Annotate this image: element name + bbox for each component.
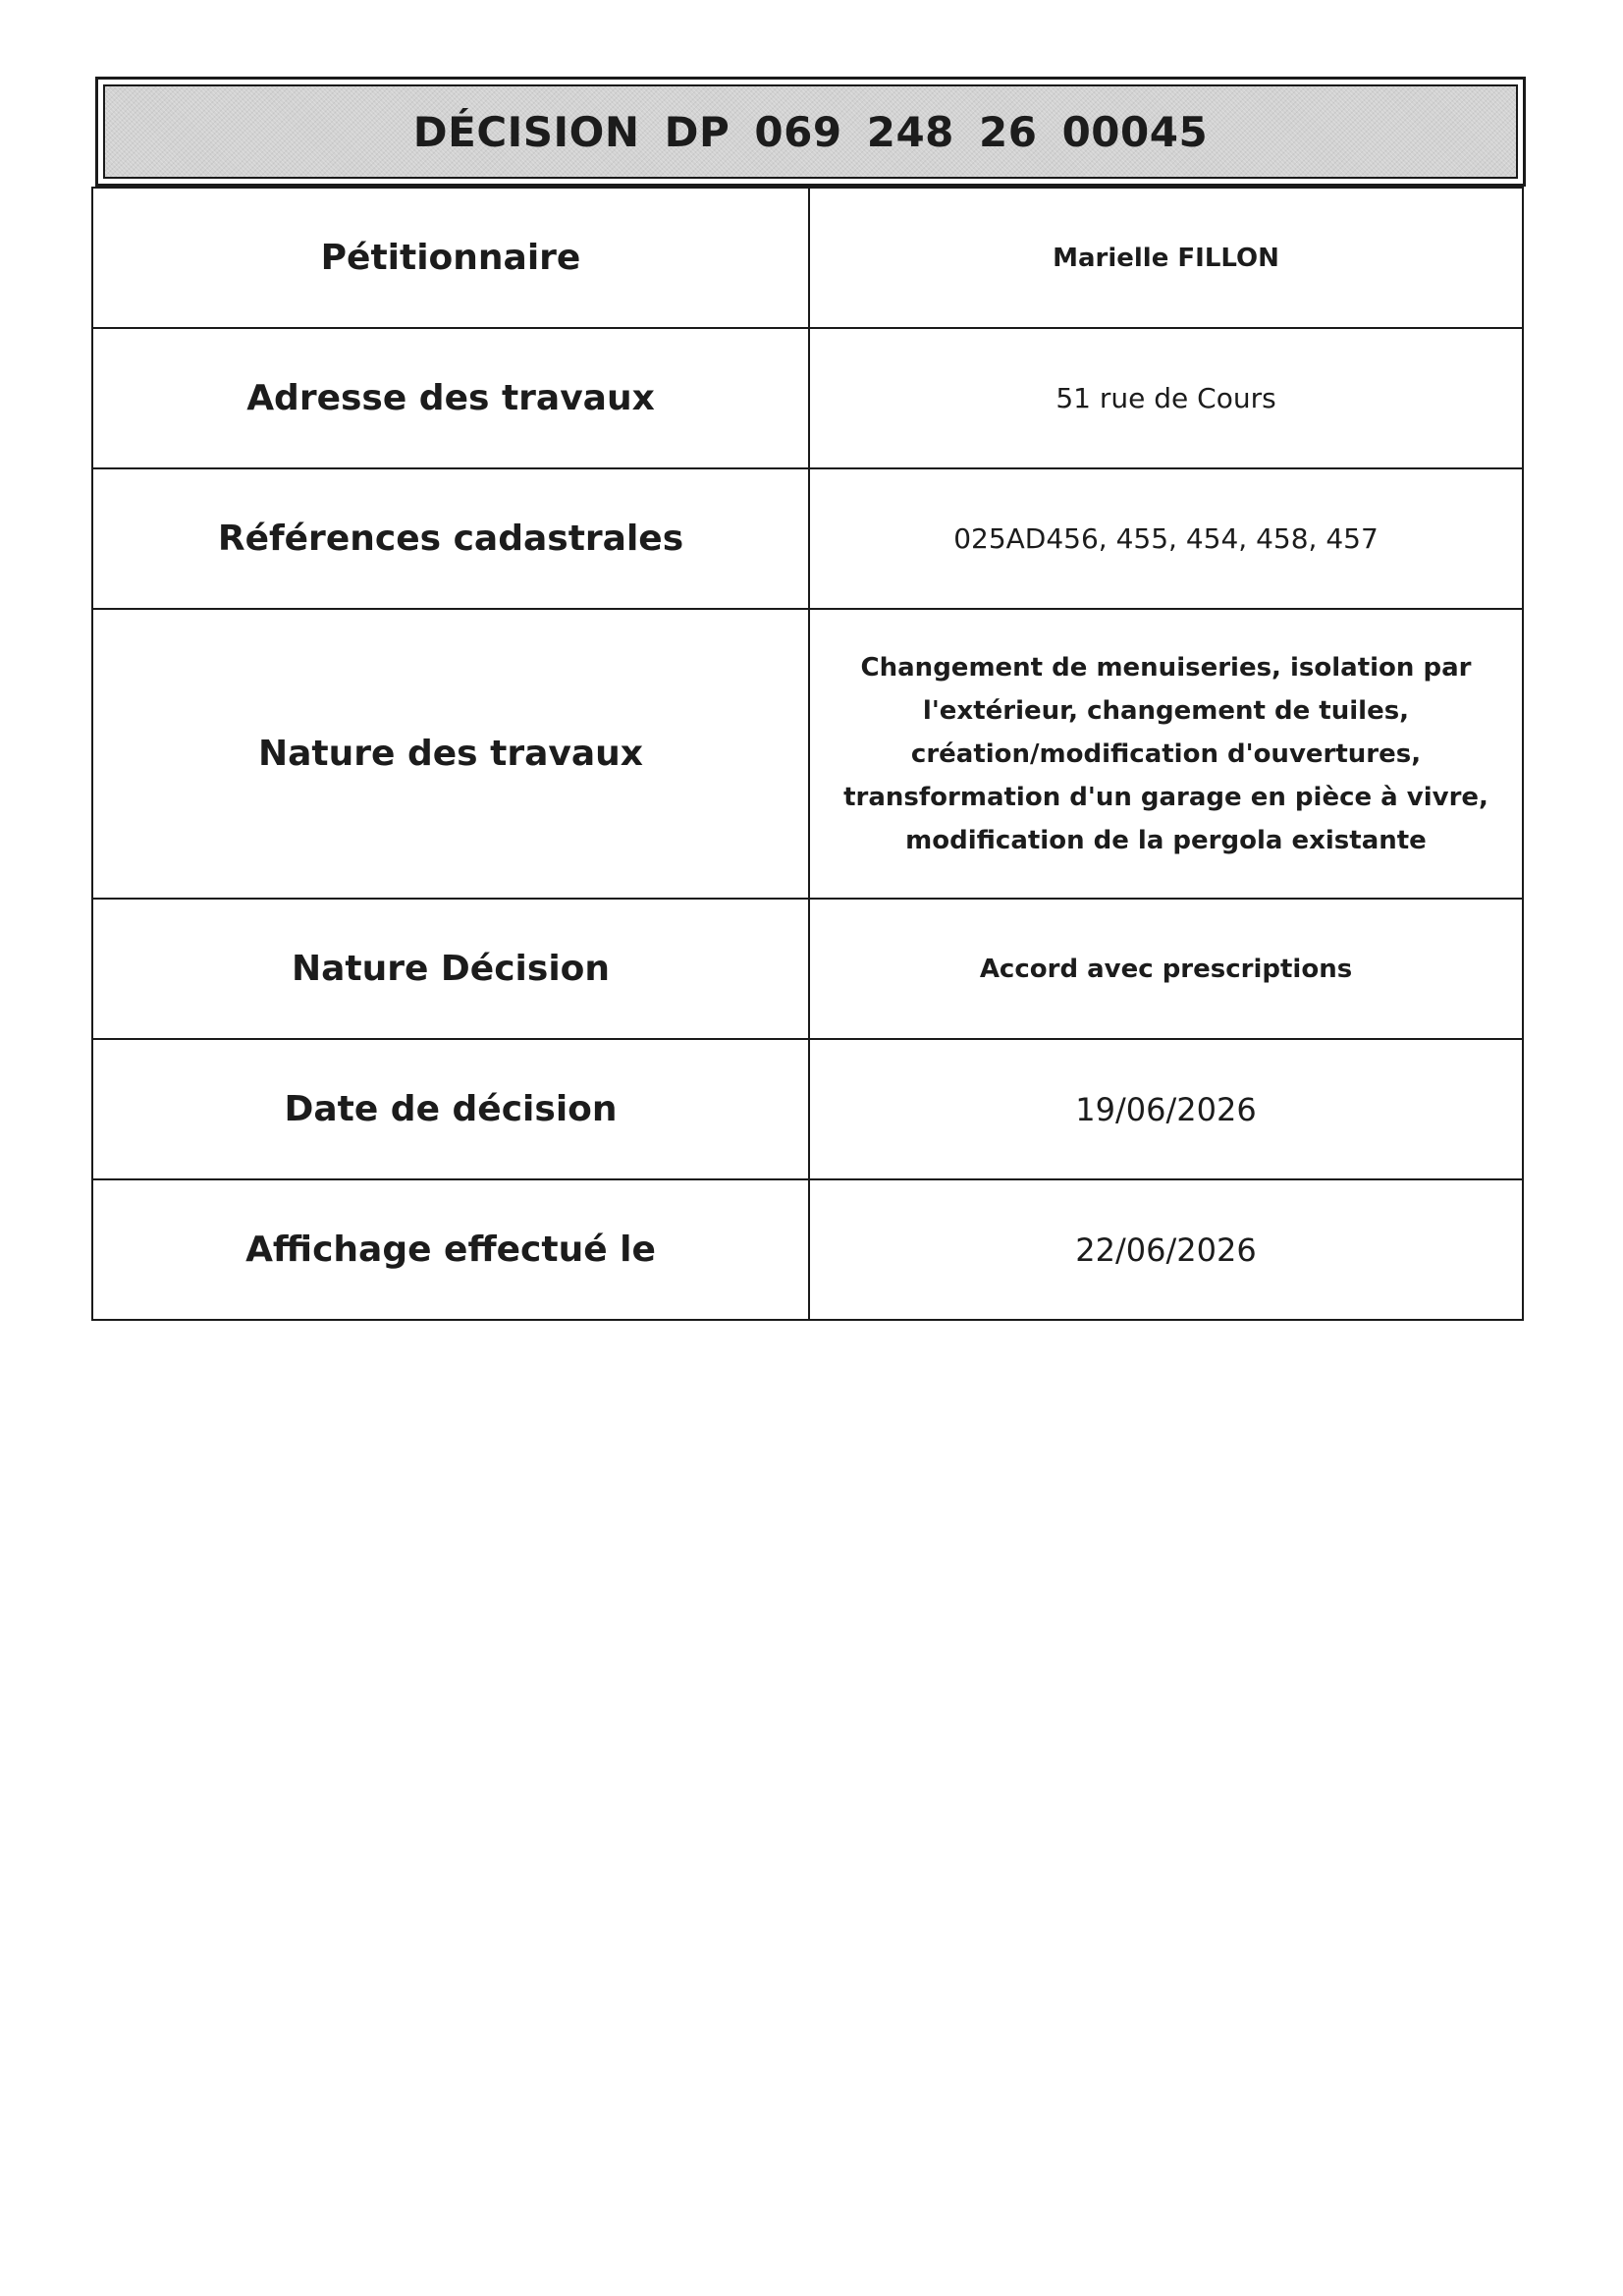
table-row-date-decision (92, 1039, 1523, 1179)
table-row-nature-decision (92, 899, 1523, 1039)
table-row-nature-travaux (92, 609, 1523, 899)
row-value-petitionnaire: Marielle FILLON (809, 188, 1523, 328)
row-value-adresse: 51 rue de Cours (809, 328, 1523, 468)
row-value-references: 025AD456, 455, 454, 458, 457 (809, 468, 1523, 609)
decision-title-box (95, 77, 1526, 187)
row-label-nature-decision: Nature Décision (92, 899, 809, 1039)
row-label-date-decision: Date de décision (92, 1039, 809, 1179)
row-label-references: Références cadastrales (92, 468, 809, 609)
table-row-affichage (92, 1179, 1523, 1320)
row-value-nature-travaux: Changement de menuiseries, isolation par l'extérieur, changement de tuiles, création/modification d'ouvertures, transformation d'un garage en pièce à vivre, modification de la pergola existante (809, 609, 1523, 899)
row-value-affichage: 22/06/2026 (809, 1179, 1523, 1320)
row-label-nature-travaux: Nature des travaux (92, 609, 809, 899)
table-row-adresse (92, 328, 1523, 468)
row-label-petitionnaire: Pétitionnaire (92, 188, 809, 328)
decision-title-banner (103, 84, 1518, 179)
row-label-adresse: Adresse des travaux (92, 328, 809, 468)
decision-info-table (91, 187, 1524, 1321)
table-row-references (92, 468, 1523, 609)
row-value-date-decision: 19/06/2026 (809, 1039, 1523, 1179)
decision-title: DÉCISION DP 069 248 26 00045 (412, 107, 1209, 156)
table-row-petitionnaire (92, 188, 1523, 328)
row-value-nature-decision: Accord avec prescriptions (809, 899, 1523, 1039)
row-label-affichage: Affichage effectué le (92, 1179, 809, 1320)
